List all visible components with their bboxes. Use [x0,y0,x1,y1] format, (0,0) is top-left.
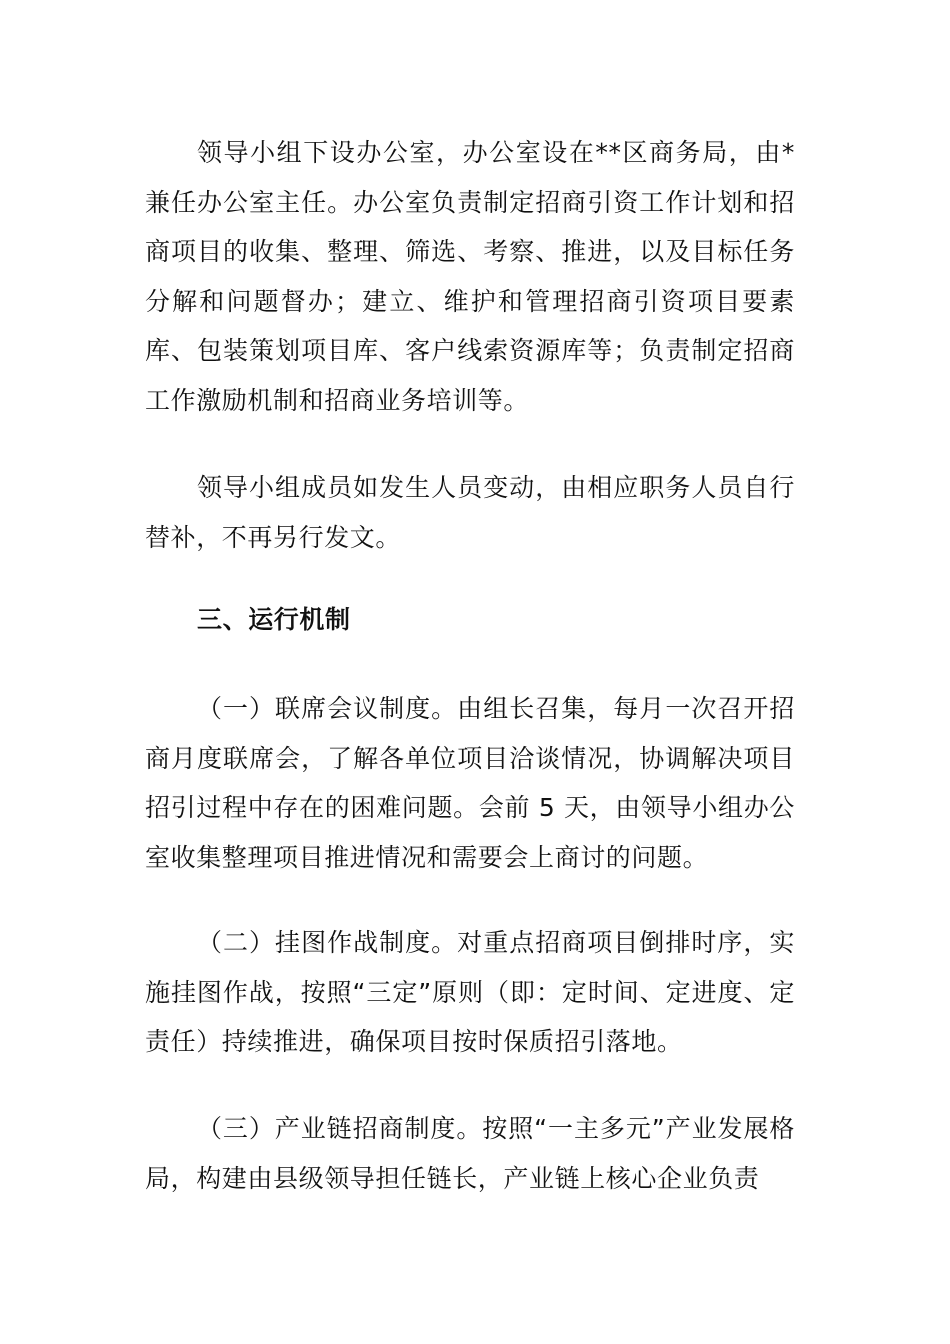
body-paragraph-joint-meeting: （一）联席会议制度。由组长召集，每月一次召开招商月度联席会，了解各单位项目洽谈情况，协调解决项目招引过程中存在的困难问题。会前 5 天，由领导小组办公室收集整理项目推进情况和需要会上商讨的问题。 [145,694,795,872]
body-paragraph-industry-chain: （三）产业链招商制度。按照“一主多元”产业发展格局，构建由县级领导担任链长，产业链上核心企业负责 [145,1114,795,1193]
body-paragraph-office-setup: 领导小组下设办公室，办公室设在**区商务局，由*兼任办公室主任。办公室负责制定招商引资工作计划和招商项目的收集、整理、筛选、考察、推进，以及目标任务分解和问题督办；建立、维护和管理招商引资项目要素库、包装策划项目库、客户线索资源库等；负责制定招商工作激励机制和招商业务培训等。 [145,138,795,415]
body-paragraph-member-change: 领导小组成员如发生人员变动，由相应职务人员自行替补，不再另行发文。 [145,473,795,552]
section-heading-operation-mechanism: 三、运行机制 [197,605,351,634]
body-paragraph-map-battle: （二）挂图作战制度。对重点招商项目倒排时序，实施挂图作战，按照“三定”原则（即：定时间、定进度、定责任）持续推进，确保项目按时保质招引落地。 [145,928,795,1056]
